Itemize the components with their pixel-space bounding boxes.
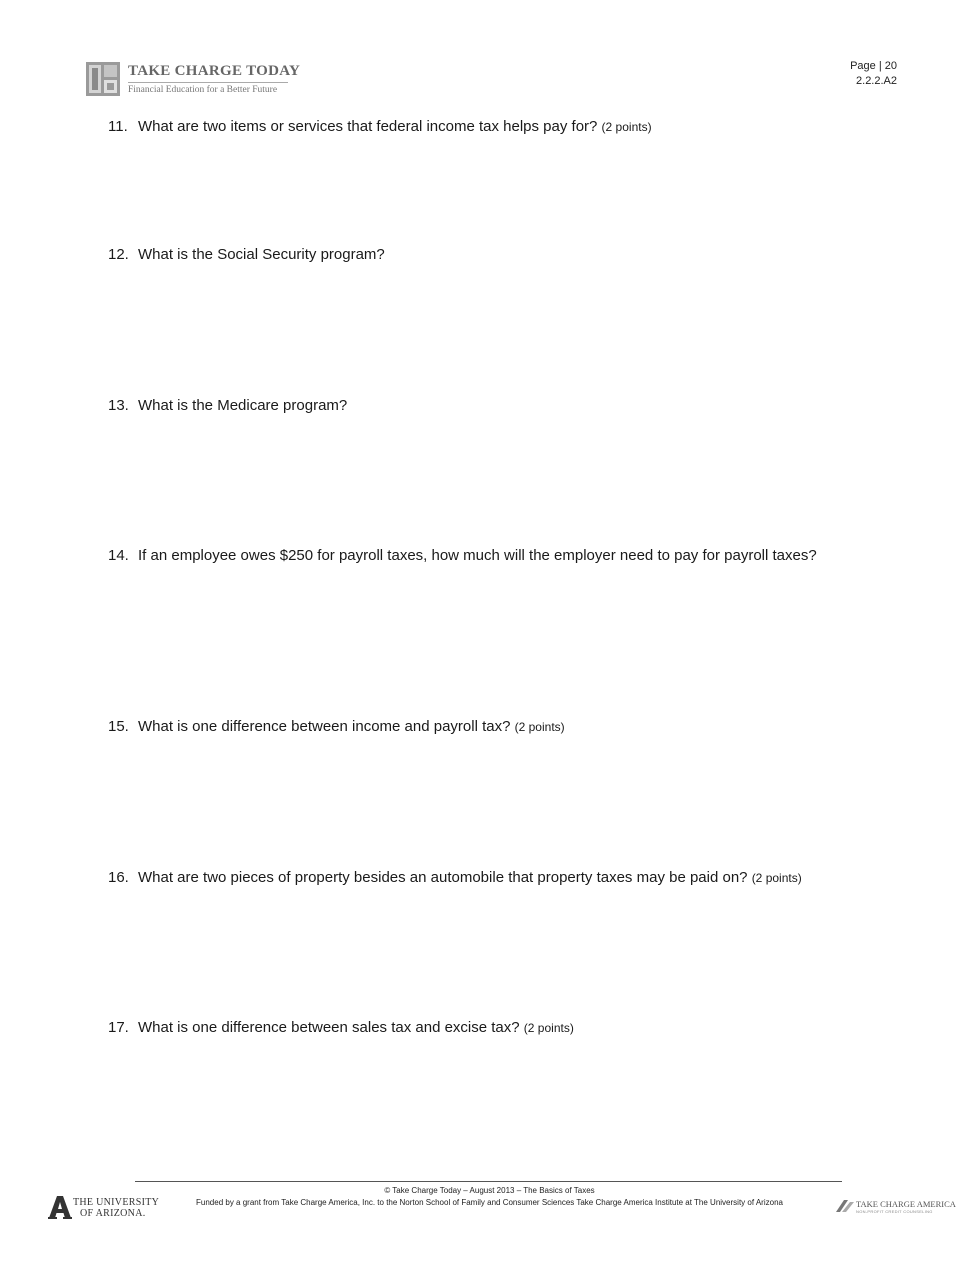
question-13 — [108, 395, 848, 417]
question-number: 14. — [108, 547, 129, 564]
question-text: What is the Social Security program? — [138, 246, 385, 263]
ua-line-1: THE UNIVERSITY — [73, 1197, 160, 1208]
question-number: 12. — [108, 246, 129, 263]
document-code: 2.2.2.A2 — [856, 75, 897, 87]
ua-line-2: OF ARIZONA. — [80, 1208, 146, 1219]
question-text: If an employee owes $250 for payroll taxes, how much will the employer need to pay for payroll taxes? — [138, 547, 817, 564]
question-number: 15. — [108, 718, 129, 735]
question-12 — [108, 244, 848, 266]
take-charge-today-logo — [86, 62, 306, 98]
footer-copyright: © Take Charge Today – August 2013 – The Basics of Taxes — [384, 1186, 595, 1195]
question-points: (2 points) — [751, 871, 802, 885]
question-17 — [108, 1017, 848, 1039]
question-11 — [108, 116, 848, 138]
question-number: 16. — [108, 869, 129, 886]
question-number: 17. — [108, 1019, 129, 1036]
take-charge-america-logo — [836, 1198, 956, 1218]
logo-mark-icon — [86, 62, 120, 96]
logo-subtitle: Financial Education for a Better Future — [128, 85, 278, 95]
question-points: (2 points) — [523, 1021, 574, 1035]
question-number: 11. — [108, 118, 128, 135]
page-number: Page | 20 — [850, 60, 897, 72]
logo-divider — [128, 82, 288, 83]
question-text: What is the Medicare program? — [138, 397, 348, 414]
university-of-arizona-logo — [47, 1194, 160, 1220]
footer-funding: Funded by a grant from Take Charge America, Inc. to the Norton School of Family and Consumer Sciences Take Charge America Institute at The University of Arizona — [196, 1198, 783, 1207]
question-number: 13. — [108, 397, 129, 414]
footer-divider — [135, 1181, 842, 1182]
logo-title: TAKE CHARGE TODAY — [128, 63, 301, 79]
tca-subtitle: NON-PROFIT CREDIT COUNSELING — [856, 1209, 933, 1214]
question-text: What is one difference between sales tax and excise tax? — [138, 1019, 520, 1036]
tca-arrow-icon — [836, 1198, 854, 1214]
page-info — [850, 59, 897, 89]
question-15 — [108, 716, 848, 738]
question-text: What are two items or services that federal income tax helps pay for? — [138, 118, 598, 135]
question-text: What is one difference between income and payroll tax? — [138, 718, 511, 735]
question-text: What are two pieces of property besides an automobile that property taxes may be paid on? — [138, 869, 748, 886]
arizona-a-icon — [47, 1194, 73, 1220]
question-16 — [108, 867, 878, 889]
question-14 — [108, 545, 848, 567]
question-points: (2 points) — [514, 720, 565, 734]
tca-title: TAKE CHARGE AMERICA — [856, 1199, 956, 1209]
question-points: (2 points) — [601, 120, 652, 134]
